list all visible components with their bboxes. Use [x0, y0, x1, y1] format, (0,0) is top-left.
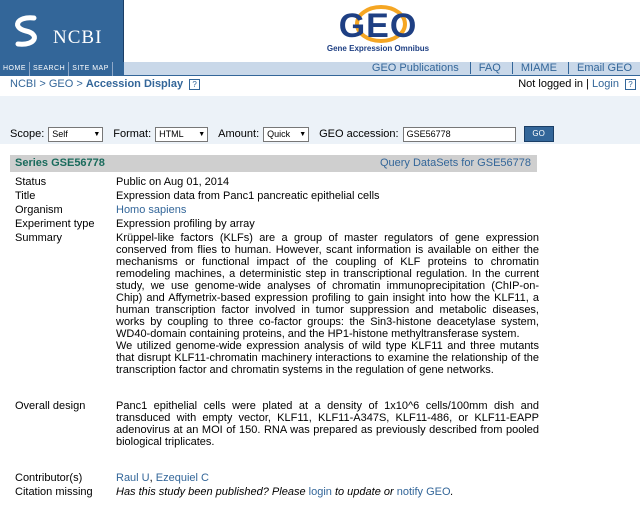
- row-title: [15, 190, 545, 202]
- nav-search[interactable]: SEARCH: [30, 62, 69, 76]
- geo-subtitle: Gene Expression Omnibus: [326, 44, 430, 53]
- nav-bar: [0, 62, 640, 76]
- experiment-type-label: Experiment type: [15, 218, 95, 230]
- nav-right: [124, 62, 640, 76]
- row-summary: [15, 232, 545, 376]
- citation-period: .: [450, 486, 454, 498]
- series-details: [15, 176, 545, 498]
- experiment-type-value: Expression profiling by array: [116, 218, 255, 230]
- nav-faq[interactable]: FAQ: [470, 62, 509, 74]
- row-organism: [15, 204, 545, 216]
- nav-sitemap[interactable]: SITE MAP: [69, 62, 113, 76]
- crumb-sep-1: >: [39, 78, 46, 90]
- format-label: Format:: [113, 128, 152, 140]
- ncbi-logo-text: NCBI: [53, 27, 103, 48]
- organism-link[interactable]: Homo sapiens: [116, 204, 187, 216]
- citation-text-a: Has this study been published? Please: [116, 486, 306, 498]
- breadcrumb: [0, 76, 640, 94]
- login-link[interactable]: Login: [592, 78, 619, 90]
- citation-label: Citation missing: [15, 486, 93, 498]
- scope-label: Scope:: [10, 128, 45, 140]
- page-title: Accession Display: [85, 78, 184, 90]
- login-help-icon[interactable]: ?: [625, 79, 636, 90]
- nav-geo-publications[interactable]: GEO Publications: [371, 62, 459, 74]
- query-form: [10, 126, 554, 142]
- summary-paragraph-2: We utilized genome-wide expression analysis of wild type KLF11 and three mutants that disrupt KLF11-chromatin machinery interactions to examine the relationship of the transcription factor and chromatin systems in the regulation of gene networks.: [116, 340, 539, 376]
- citation-text-b: to update or: [334, 486, 394, 498]
- status-label: Status: [15, 176, 47, 188]
- overall-design-label: Overall design: [15, 400, 86, 412]
- nav-miame[interactable]: MIAME: [512, 62, 565, 74]
- summary-paragraph-1: Krüppel-like factors (KLFs) are a group of master regulators of gene expression conserved from flies to human. However, scant information is available on either the mechanisms or functional impact of the coupling of KLF proteins to chromatin remodeling machines, a deterministic step in transcriptional regulation. In the current study, we use genome-wide analyses of chromatin immunoprecipitation (ChIP-on-Chip) and Affymetrix-based expression profiling to gain insight into how the KLF11, a human transcription factor involved in tumor suppression and metabolic diseases, works by coupling to three co-factor groups: the Sin3-histone deacetylase system, WD40-domain containing proteins, and the HP1-histone methyltransferase system.: [116, 232, 539, 340]
- row-contributors: [15, 472, 545, 484]
- row-overall-design: [15, 400, 545, 448]
- nav-email-geo[interactable]: Email GEO: [568, 62, 640, 74]
- header: [0, 0, 640, 62]
- status-value: Public on Aug 01, 2014: [116, 176, 230, 188]
- accession-input[interactable]: GSE56778: [403, 127, 516, 142]
- amount-select[interactable]: Quick ▼: [263, 127, 309, 142]
- overall-design-value: Panc1 epithelial cells were plated at a density of 1x10^6 cells/100mm dish and transduced with empty vector, KLF11, KLF11-A347S, KLF11-486, or KLF11-EAPP adenovirus at an MOI of 150. RNA was prepared as previously described from pooled biological triplicates.: [116, 400, 539, 448]
- crumb-ncbi[interactable]: NCBI: [10, 78, 37, 90]
- geo-logo-graphic: [323, 4, 433, 44]
- login-sep: |: [586, 78, 589, 90]
- series-title: Series GSE56778: [15, 157, 105, 169]
- crumb-geo[interactable]: GEO: [48, 78, 74, 90]
- series-header: [10, 155, 537, 172]
- citation-login-link[interactable]: login: [308, 486, 332, 498]
- contributor-link-1[interactable]: Raul U: [116, 472, 150, 484]
- contributors-label: Contributor(s): [15, 472, 83, 484]
- row-experiment-type: [15, 218, 545, 230]
- contributors-value: [116, 472, 539, 484]
- login-status: Not logged in: [518, 78, 584, 90]
- scope-select[interactable]: Self ▼: [48, 127, 103, 142]
- organism-label: Organism: [15, 204, 63, 216]
- row-status: [15, 176, 545, 188]
- summary-value: [116, 232, 539, 376]
- nav-home[interactable]: HOME: [0, 62, 30, 76]
- ncbi-logo[interactable]: [0, 0, 124, 62]
- row-citation: [15, 486, 545, 498]
- contributor-link-2[interactable]: Ezequiel C: [155, 472, 209, 484]
- title-value: Expression data from Panc1 pancreatic epithelial cells: [116, 190, 380, 202]
- ncbi-helix-icon: [8, 12, 44, 50]
- accession-label: GEO accession:: [319, 128, 399, 140]
- nav-left: [0, 62, 124, 76]
- format-select[interactable]: HTML ▼: [155, 127, 208, 142]
- contributor-sep: ,: [149, 472, 153, 484]
- title-label: Title: [15, 190, 36, 202]
- geo-logo-text: GEO: [338, 7, 418, 44]
- crumb-sep-2: >: [76, 78, 83, 90]
- summary-label: Summary: [15, 232, 63, 244]
- go-button[interactable]: GO: [524, 126, 554, 142]
- amount-label: Amount:: [218, 128, 260, 140]
- notify-geo-link[interactable]: notify GEO: [396, 486, 451, 498]
- geo-logo[interactable]: [318, 4, 438, 60]
- query-datasets-link[interactable]: Query DataSets for GSE56778: [379, 157, 531, 169]
- citation-value: [116, 486, 539, 498]
- help-icon[interactable]: ?: [189, 79, 200, 90]
